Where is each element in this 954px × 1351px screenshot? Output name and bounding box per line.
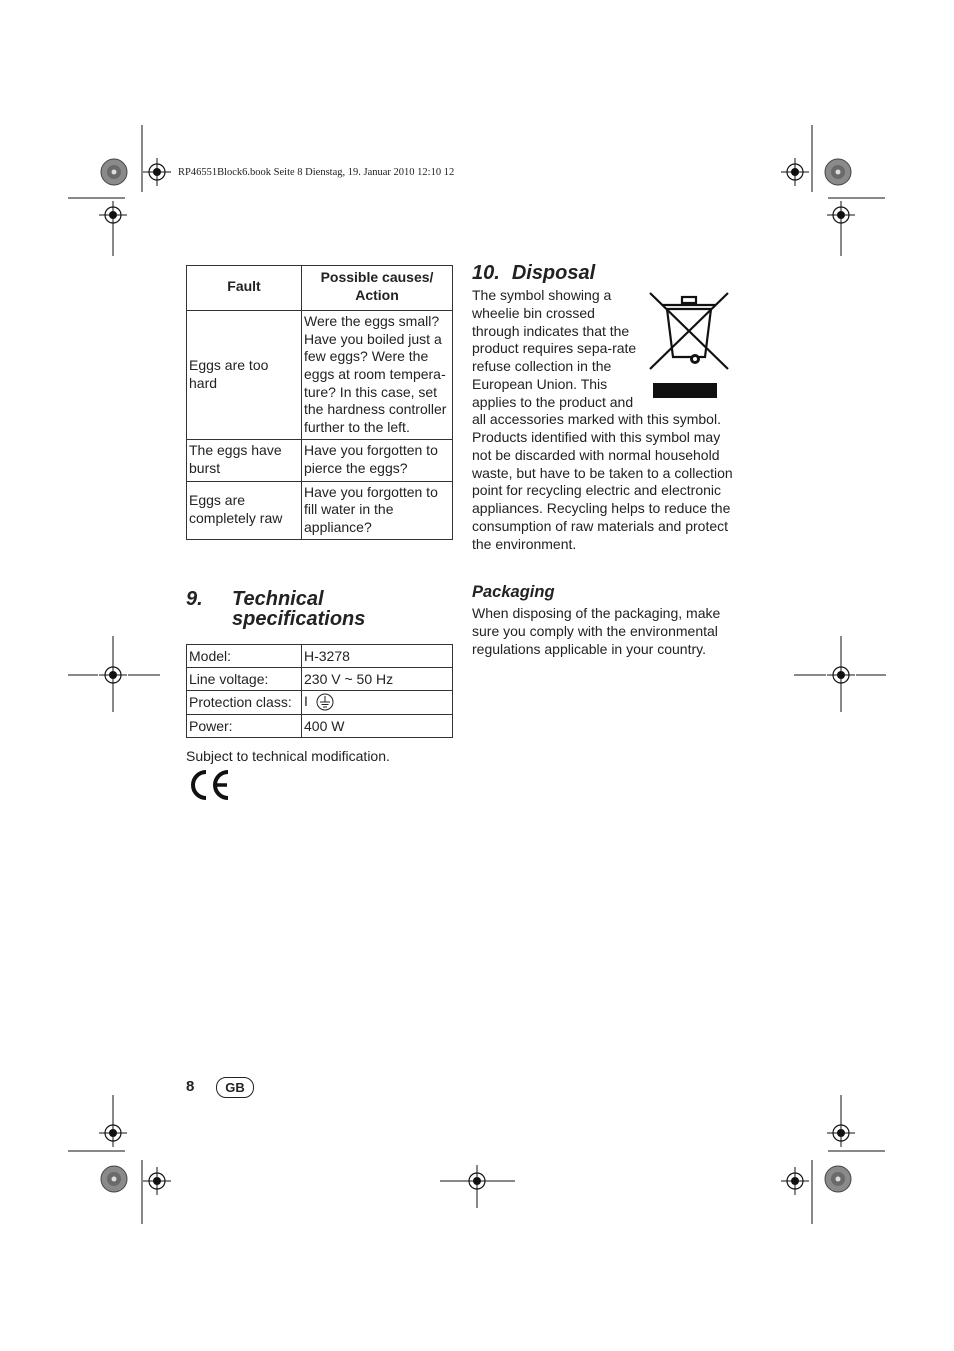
registration-mark-icon [827,201,855,229]
cause-cell: Were the eggs small? Have you boiled just a few eggs? Were the eggs at room tempera-ture? In this case, set the hardness controller further to the left. [302,311,453,440]
table-header-row [187,266,453,311]
table-row [187,311,453,440]
registration-mark-icon [99,1119,127,1147]
registration-mark-icon [99,201,127,229]
color-star-mark-icon [825,159,851,185]
file-header: RP46551Block6.book Seite 8 Dienstag, 19. Januar 2010 12:10 12 [178,167,455,178]
section-title-line2: specifications [232,608,366,630]
table-row [187,668,453,691]
table-header-causes: Possible causes/ Action [302,266,453,311]
spec-table [186,644,453,738]
cause-cell: Have you forgotten to fill water in the appliance? [302,481,453,540]
fault-cell: The eggs have burst [187,440,302,481]
table-header-fault: Fault [187,266,302,311]
disposal-text: The symbol showing a wheelie bin crossed through indicates that the product requires sepa-rate refuse collection in the European Union. This applies to the product and all accessories marked with this symbol. Products identified with this symbol may not be discarded with normal household waste, but have to be taken to a collection point for recycling electric and electronic appliances. Recycling helps to reduce the consumption of raw materials and protect the environment. [472,287,733,552]
ce-mark-icon [186,768,232,802]
fault-table [186,265,453,540]
color-star-mark-icon [101,159,127,185]
spec-value: H-3278 [302,645,453,668]
packaging-heading: Packaging [472,583,555,601]
section-title-line1: Technical [232,588,324,610]
crossed-wheelie-bin-icon [648,291,732,407]
registration-mark-icon [827,1119,855,1147]
spec-value-cell [302,691,453,715]
technical-note: Subject to technical modification. [186,748,390,764]
fault-cell: Eggs are too hard [187,311,302,440]
table-row [187,691,453,715]
packaging-body: When disposing of the packaging, make sure you comply with the environmental regulations applicable in your country. [472,605,721,657]
cause-cell: Have you forgotten to pierce the eggs? [302,440,453,481]
spec-label: Line voltage: [187,668,302,691]
color-star-mark-icon [101,1166,127,1192]
table-row [187,481,453,540]
table-row [187,715,453,738]
registration-mark-icon [143,158,171,186]
spec-label: Protection class: [187,691,302,715]
registration-mark-icon [781,158,809,186]
spec-label: Model: [187,645,302,668]
spec-value: 400 W [302,715,453,738]
disposal-body [472,287,740,553]
table-row [187,440,453,481]
disposal-heading [472,262,595,285]
section-title: Disposal [511,262,596,284]
spec-value: I [304,693,308,709]
page-number: 8 [186,1078,195,1095]
section-number: 9. [186,588,203,610]
language-badge: GB [216,1077,254,1098]
technical-heading [186,589,365,629]
table-row [187,645,453,668]
registration-mark-icon [143,1167,171,1195]
spec-label: Power: [187,715,302,738]
section-number: 10. [472,262,500,284]
registration-mark-icon [781,1167,809,1195]
fault-cell: Eggs are completely raw [187,481,302,540]
color-star-mark-icon [825,1166,851,1192]
spec-value: 230 V ~ 50 Hz [302,668,453,691]
protective-earth-icon [316,693,334,711]
